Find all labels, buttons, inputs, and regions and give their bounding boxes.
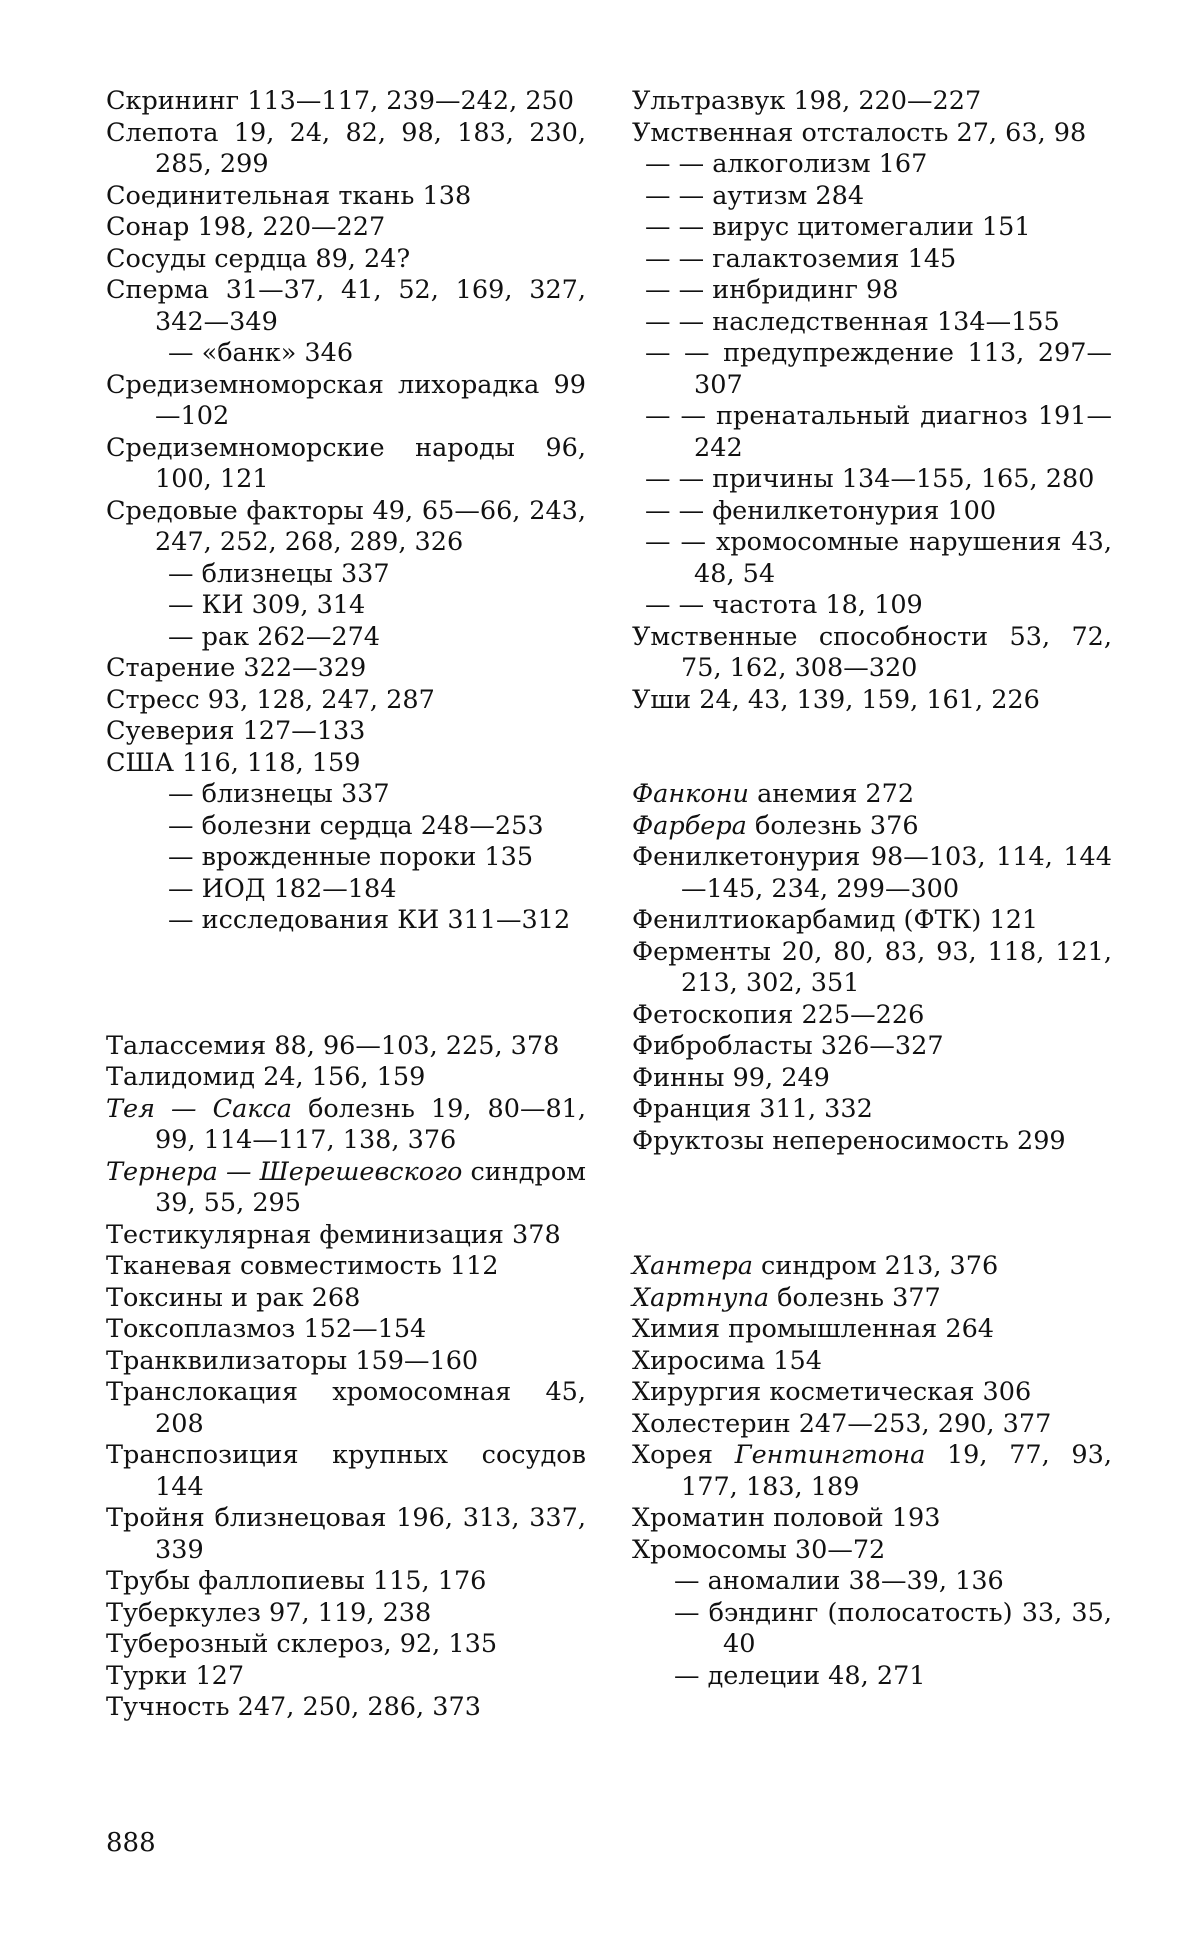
entry-eponym: Хартнупа xyxy=(632,1282,770,1313)
entry-text: Транспозиция крупных сосудов 144 xyxy=(106,1440,586,1502)
entry-text: синдром 213, 376 xyxy=(752,1251,999,1281)
index-entry xyxy=(106,212,586,244)
entry-text: Туберкулез 97, 119, 238 xyxy=(106,1597,432,1628)
entry-eponym: Фарбера xyxy=(632,810,747,841)
entry-text: Франция 311, 332 xyxy=(632,1094,873,1124)
entry-text: Ультразвук 198, 220—227 xyxy=(632,86,982,116)
entry-text: Холестерин 247—253, 290, 377 xyxy=(632,1408,1052,1439)
letter-section-gap xyxy=(632,716,1112,779)
entry-text: Трубы фаллопиевы 115, 176 xyxy=(106,1566,487,1596)
index-entry xyxy=(106,275,586,338)
entry-text: Фетоскопия 225—226 xyxy=(632,999,925,1030)
index-entry xyxy=(106,1251,586,1283)
entry-text: — — наследственная 134—155 xyxy=(645,306,1060,337)
entry-eponym: Гентингтона xyxy=(734,1440,926,1470)
index-subentry xyxy=(632,1598,1112,1661)
index-entry xyxy=(106,685,586,717)
entry-text: США 116, 118, 159 xyxy=(106,747,361,778)
entry-text: — исследования КИ 311—312 xyxy=(168,905,571,935)
entry-text: — — частота 18, 109 xyxy=(645,590,923,620)
entry-text: Талассемия 88, 96—103, 225, 378 xyxy=(106,1030,560,1061)
index-entry xyxy=(106,433,586,496)
entry-text: Хроматин половой 193 xyxy=(632,1503,941,1533)
index-entry xyxy=(106,1566,586,1598)
entry-text: Фруктозы непереносимость 299 xyxy=(632,1125,1066,1156)
index-entry xyxy=(106,1220,586,1252)
entry-text: Стресс 93, 128, 247, 287 xyxy=(106,684,435,715)
index-subentry xyxy=(632,149,1112,181)
entry-text: Слепота 19, 24, 82, 98, 183, 230, 285, 299 xyxy=(106,117,586,179)
index-subentry xyxy=(106,905,586,937)
index-entry xyxy=(106,1440,586,1503)
index-entry xyxy=(632,937,1112,1000)
index-entry xyxy=(632,685,1112,717)
entry-text: — — алкоголизм 167 xyxy=(645,149,928,179)
index-column-left xyxy=(106,86,586,1724)
entry-text: Талидомид 24, 156, 159 xyxy=(106,1062,426,1092)
entry-text: Турки 127 xyxy=(106,1660,245,1691)
entry-text: — болезни сердца 248—253 xyxy=(168,810,544,841)
entry-text: Фенилкетонурия 98—103, 114, 144—145, 234, 299—300 xyxy=(632,842,1112,904)
index-entry xyxy=(106,118,586,181)
index-entry xyxy=(106,1031,586,1063)
entry-eponym: Хантера xyxy=(632,1251,753,1281)
index-entry xyxy=(632,1440,1112,1503)
index-subentry xyxy=(632,527,1112,590)
entry-text: — — вирус цитомегалии 151 xyxy=(645,212,1031,242)
index-entry xyxy=(106,1377,586,1440)
index-entry xyxy=(106,1629,586,1661)
index-entry xyxy=(632,1063,1112,1095)
entry-text: — — инбридинг 98 xyxy=(645,275,899,305)
index-entry xyxy=(106,1503,586,1566)
entry-eponym: Тернера — Шерешевского xyxy=(106,1156,463,1187)
entry-text: Химия промышленная 264 xyxy=(632,1314,995,1344)
entry-text: Скрининг 113—117, 239—242, 250 xyxy=(106,86,575,116)
index-entry xyxy=(106,244,586,276)
entry-text: Хромосомы 30—72 xyxy=(632,1534,886,1565)
entry-text: — «банк» 346 xyxy=(168,338,354,368)
entry-text: — врожденные пороки 135 xyxy=(168,842,534,872)
index-entry xyxy=(106,1314,586,1346)
index-entry xyxy=(106,1283,586,1315)
index-entry xyxy=(632,1283,1112,1315)
entry-text: болезнь 19, 80—81, 99, 114—117, 138, 376 xyxy=(155,1093,586,1155)
entry-text: Тройня близнецовая 196, 313, 337, 339 xyxy=(106,1503,586,1565)
index-column-right xyxy=(632,86,1112,1692)
entry-text: 19, 77, 93, 177, 183, 189 xyxy=(681,1440,1112,1502)
entry-text: синдром 39, 55, 295 xyxy=(155,1156,587,1218)
entry-text: Суеверия 127—133 xyxy=(106,716,366,746)
index-entry xyxy=(632,1000,1112,1032)
entry-text: Фенилтиокарбамид (ФТК) 121 xyxy=(632,905,1039,935)
entry-prefix: Хорея xyxy=(632,1440,735,1470)
entry-text: — — хромосомные нарушения 43, 48, 54 xyxy=(645,527,1112,589)
index-subentry xyxy=(632,244,1112,276)
index-subentry xyxy=(106,874,586,906)
entry-text: Токсоплазмоз 152—154 xyxy=(106,1314,427,1344)
index-entry xyxy=(632,811,1112,843)
index-entry xyxy=(106,1661,586,1693)
index-subentry xyxy=(632,181,1112,213)
entry-text: — рак 262—274 xyxy=(168,621,381,652)
index-subentry xyxy=(106,811,586,843)
index-subentry xyxy=(106,338,586,370)
entry-text: — близнецы 337 xyxy=(168,558,390,589)
index-subentry xyxy=(632,590,1112,622)
index-entry xyxy=(106,748,586,780)
entry-text: болезнь 376 xyxy=(746,810,919,841)
index-entry xyxy=(106,1062,586,1094)
index-entry xyxy=(632,905,1112,937)
index-entry xyxy=(106,1346,586,1378)
index-subentry xyxy=(106,590,586,622)
letter-section-gap xyxy=(632,1157,1112,1251)
index-entry xyxy=(106,1157,586,1220)
index-entry xyxy=(632,1126,1112,1158)
entry-text: — близнецы 337 xyxy=(168,779,390,809)
index-subentry xyxy=(632,212,1112,244)
entry-text: Тестикулярная феминизация 378 xyxy=(106,1219,561,1250)
index-entry xyxy=(632,842,1112,905)
entry-text: Тучность 247, 250, 286, 373 xyxy=(106,1692,481,1722)
index-subentry xyxy=(632,1566,1112,1598)
index-entry xyxy=(632,1251,1112,1283)
letter-section-gap xyxy=(106,937,586,1031)
entry-text: Фибробласты 326—327 xyxy=(632,1031,944,1061)
entry-text: анемия 272 xyxy=(748,779,915,809)
entry-text: — — предупреждение 113, 297—307 xyxy=(645,338,1112,400)
index-entry xyxy=(632,1094,1112,1126)
entry-text: Транслокация хромосомная 45, 208 xyxy=(106,1377,586,1439)
entry-text: — бэндинг (полосатость) 33, 35, 40 xyxy=(674,1597,1112,1659)
entry-text: — — фенилкетонурия 100 xyxy=(645,495,997,526)
index-subentry xyxy=(632,307,1112,339)
index-entry xyxy=(632,1031,1112,1063)
entry-text: — КИ 309, 314 xyxy=(168,590,366,620)
entry-text: болезнь 377 xyxy=(769,1282,941,1313)
entry-text: — аномалии 38—39, 136 xyxy=(674,1566,1004,1596)
entry-text: Финны 99, 249 xyxy=(632,1062,830,1093)
entry-text: — ИОД 182—184 xyxy=(168,873,397,904)
entry-text: Средиземноморские народы 96, 100, 121 xyxy=(106,432,586,494)
index-subentry xyxy=(106,559,586,591)
index-entry xyxy=(106,1692,586,1724)
entry-text: Туберозный склероз, 92, 135 xyxy=(106,1629,498,1659)
index-entry xyxy=(632,1377,1112,1409)
index-entry xyxy=(106,86,586,118)
index-subentry xyxy=(632,275,1112,307)
index-entry xyxy=(632,622,1112,685)
index-subentry xyxy=(632,464,1112,496)
index-subentry xyxy=(632,401,1112,464)
index-subentry xyxy=(106,842,586,874)
entry-text: Сперма 31—37, 41, 52, 169, 327, 342—349 xyxy=(106,275,586,337)
index-entry xyxy=(632,1346,1112,1378)
entry-text: Соединительная ткань 138 xyxy=(106,180,472,211)
page-number: 888 xyxy=(106,1828,156,1858)
index-subentry xyxy=(106,622,586,654)
entry-text: — — галактоземия 145 xyxy=(645,243,957,274)
entry-text: Токсины и рак 268 xyxy=(106,1282,361,1313)
entry-text: Транквилизаторы 159—160 xyxy=(106,1345,479,1376)
entry-text: Сосуды сердца 89, 24? xyxy=(106,243,411,274)
index-entry xyxy=(632,1503,1112,1535)
index-entry xyxy=(106,1598,586,1630)
index-entry xyxy=(106,181,586,213)
index-entry xyxy=(632,118,1112,150)
entry-text: Умственные способности 53, 72, 75, 162, 308—320 xyxy=(632,621,1112,683)
index-entry xyxy=(106,716,586,748)
index-entry xyxy=(632,1314,1112,1346)
entry-text: — — аутизм 284 xyxy=(645,180,865,211)
index-subentry xyxy=(632,338,1112,401)
index-entry xyxy=(106,496,586,559)
entry-text: Умственная отсталость 27, 63, 98 xyxy=(632,117,1087,148)
entry-text: — — причины 134—155, 165, 280 xyxy=(645,464,1095,494)
index-entry xyxy=(106,370,586,433)
entry-text: Ферменты 20, 80, 83, 93, 118, 121, 213, 302, 351 xyxy=(632,936,1112,998)
entry-text: Сонар 198, 220—227 xyxy=(106,212,386,242)
entry-eponym: Тея — Сакса xyxy=(106,1093,293,1124)
index-entry xyxy=(632,86,1112,118)
index-subentry xyxy=(106,779,586,811)
entry-text: Старение 322—329 xyxy=(106,653,367,683)
entry-text: Хирургия косметическая 306 xyxy=(632,1377,1032,1407)
index-subentry xyxy=(632,1661,1112,1693)
entry-text: Тканевая совместимость 112 xyxy=(106,1251,499,1281)
entry-text: Средовые факторы 49, 65—66, 243, 247, 252, 268, 289, 326 xyxy=(106,495,586,557)
entry-text: — — пренатальный диагноз 191—242 xyxy=(645,401,1112,463)
index-subentry xyxy=(632,496,1112,528)
entry-text: — делеции 48, 271 xyxy=(674,1660,926,1691)
entry-eponym: Фанкони xyxy=(632,779,749,809)
index-entry xyxy=(632,1535,1112,1567)
index-entry xyxy=(632,1409,1112,1441)
index-entry xyxy=(106,653,586,685)
index-entry xyxy=(632,779,1112,811)
index-entry xyxy=(106,1094,586,1157)
entry-text: Хиросима 154 xyxy=(632,1345,822,1376)
entry-text: Средиземноморская лихорадка 99—102 xyxy=(106,369,586,431)
entry-text: Уши 24, 43, 139, 159, 161, 226 xyxy=(632,684,1040,715)
